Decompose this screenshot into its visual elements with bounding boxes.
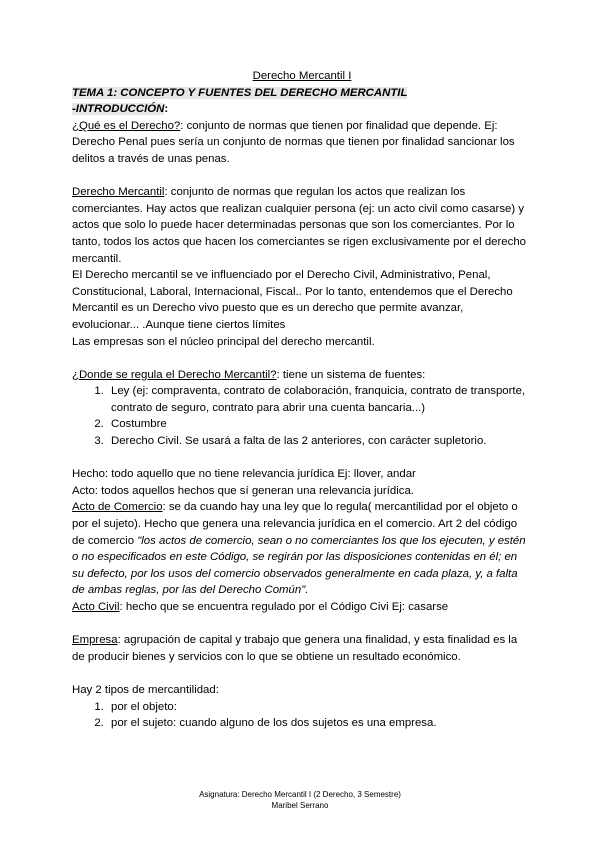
acto-civil-paragraph [72, 599, 532, 616]
empresa-paragraph [72, 632, 532, 665]
que-es-term: ¿Qué es el Derecho? [72, 119, 181, 132]
donde-text: : tiene un sistema de fuentes: [276, 368, 426, 381]
mercantil-text: : conjunto de normas que regulan los actos que realizan los comerciantes. Hay actos que realizan cualquier persona (ej: un acto civil como casarse) y actos que solo lo puede hacer determinadas personas que son los comerciantes. Por lo tanto, todos los actos que hacen los comerciantes se rigen exclusivamente por el derecho mercantil. [72, 186, 526, 265]
spacer [72, 665, 532, 682]
list-item: 3. Derecho Civil. Se usará a falta de las 2 anteriores, con carácter supletorio. [107, 433, 532, 450]
mercantil-paragraph-3: Las empresas son el núcleo principal del derecho mercantil. [72, 335, 375, 348]
spacer [72, 350, 532, 367]
topic-title: TEMA 1: CONCEPTO Y FUENTES DEL DERECHO MERCANTIL [72, 86, 408, 99]
donde-term: ¿Donde se regula el Derecho Mercantil? [72, 368, 277, 381]
acto-civil-term: Acto Civil [72, 601, 120, 613]
empresa-text: : agrupación de capital y trabajo que genera una finalidad, y esta finalidad es la de producir bienes y servicios con lo que se obtiene un resultado económico. [72, 634, 518, 663]
footer-subject: Asignatura: Derecho Mercantil I (2 Derecho, 3 Semestre) [199, 790, 401, 799]
acto-paragraph: Acto: todos aquellos hechos que sí generan una relevancia jurídica. [72, 484, 414, 497]
hecho-paragraph: Hecho: todo aquello que no tiene relevancia jurídica Ej: llover, andar [72, 468, 416, 481]
tipos-list [72, 699, 532, 732]
mercantil-paragraph-2: El Derecho mercantil se ve influenciado por el Derecho Civil, Administrativo, Penal, Constitucional, Laboral, Internacional, Fiscal.. Por lo tanto, entendemos que el Derecho Mercantil es un Derecho vivo puesto que es un derecho que permite avanzar, evolucionar... .Aunque tiene ciertos límites [72, 269, 513, 331]
list-item: 2. por el sujeto: cuando alguno de los dos sujetos es una empresa. [107, 715, 532, 732]
que-es-paragraph [72, 118, 532, 168]
list-item: 1. por el objeto: [107, 699, 532, 716]
intro-colon: : [164, 103, 169, 116]
document-title: Derecho Mercantil I [252, 70, 352, 82]
intro-heading: -INTRODUCCIÓN [72, 103, 165, 116]
tipos-intro: Hay 2 tipos de mercantilidad: [72, 683, 219, 696]
donde-paragraph [72, 367, 532, 384]
list-item: 1. Ley (ej: compraventa, contrato de colaboración, franquicia, contrato de transporte, contrato de seguro, contrato para abrir una cuenta bancaria...) [107, 383, 532, 416]
spacer [72, 616, 532, 633]
acto-comercio-paragraph [72, 499, 532, 599]
mercantil-term: Derecho Mercantil [72, 186, 165, 199]
acto-comercio-term: Acto de Comercio [72, 501, 163, 514]
footer-author: Maribel Serrano [271, 800, 329, 810]
spacer [72, 450, 532, 467]
page-footer [0, 790, 600, 811]
acto-comercio-quote: "los actos de comercio, sean o no comerciantes los que los ejecuten, y estén o no especificados en este Código, se regirán por las disposiciones contenidas en él; en su defecto, por los usos del comercio observados generalmente en cada plaza, y, a falta de ambas reglas, por las del Derecho Común". [72, 534, 526, 597]
spacer [72, 168, 532, 185]
fuentes-list [72, 383, 532, 449]
document-page [72, 68, 532, 732]
que-es-text: : conjunto de normas que tienen por finalidad que depende. Ej: Derecho Penal pues sería un conjunto de normas que tienen por finalidad sancionar los delitos a través de unas penas. [72, 119, 515, 165]
list-item: 2. Costumbre [107, 416, 532, 433]
topic-heading [72, 85, 532, 102]
empresa-term: Empresa [72, 634, 118, 647]
acto-civil-text: : hecho que se encuentra regulado por el Código Civi Ej: casarse [119, 601, 449, 613]
intro-heading-line [72, 101, 532, 118]
mercantil-paragraph [72, 184, 532, 267]
acto-comercio-text: : se da cuando hay una ley que lo regula( mercantilidad por el objeto o por el sujeto). Hecho que genera una relevancia jurídica en el comercio. Art 2 del código de comercio [72, 501, 518, 547]
